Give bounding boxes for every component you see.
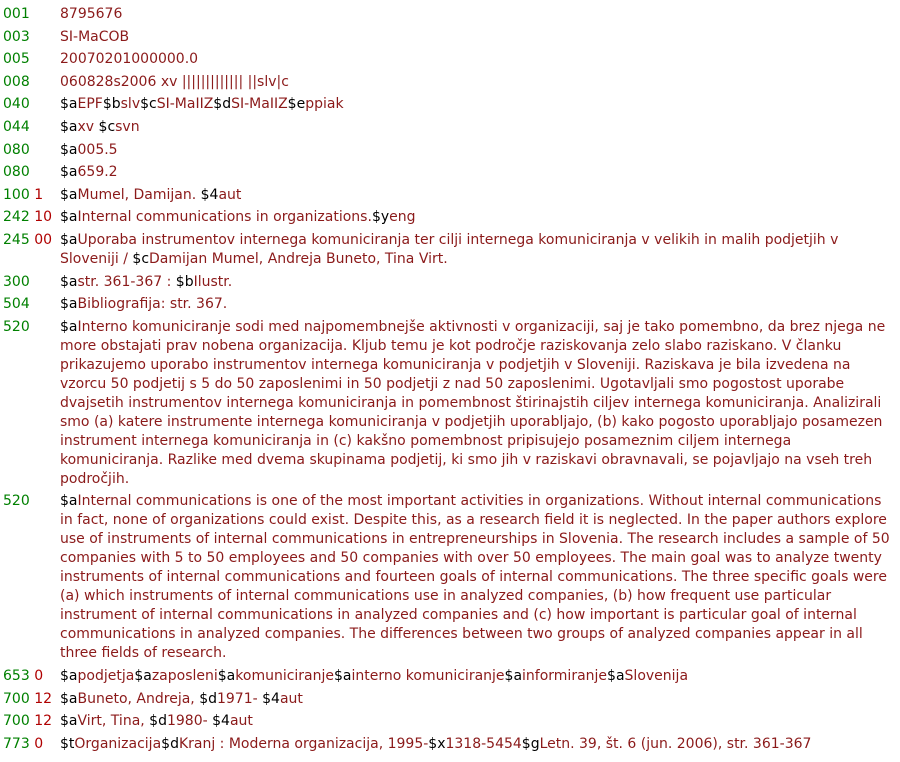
marc-field-row (0, 295, 900, 314)
subfield-code: $a (504, 667, 523, 684)
field-tag-cell (0, 73, 60, 92)
field-indicators: 0 (34, 735, 44, 752)
field-tag-cell (0, 95, 60, 114)
subfield-value: Virt, Tina, (77, 713, 150, 730)
subfield-value: Mumel, Damijan. (77, 186, 201, 203)
subfield-code: $a (60, 667, 78, 684)
field-tag: 100 (3, 186, 30, 203)
subfield-code: $a (60, 141, 78, 158)
field-tag: 080 (3, 164, 30, 181)
field-indicators: 10 (34, 209, 53, 226)
field-tag: 040 (3, 96, 30, 113)
field-tag-cell (0, 163, 60, 182)
field-content (60, 667, 896, 686)
subfield-value: aut (229, 713, 253, 730)
subfield-value: SI-MaIIZ (231, 96, 288, 113)
field-indicators: 12 (34, 690, 53, 707)
subfield-code: $a (60, 493, 78, 510)
field-content (60, 50, 896, 69)
subfield-code: $4 (262, 690, 280, 707)
field-content (60, 28, 896, 47)
field-tag: 008 (3, 73, 30, 90)
field-tag-cell (0, 318, 60, 337)
field-content (60, 141, 896, 160)
field-tag: 242 (3, 209, 30, 226)
marc-field-row (0, 141, 900, 160)
field-tag: 001 (3, 6, 30, 22)
field-tag-cell (0, 295, 60, 314)
subfield-code: $x (428, 735, 446, 752)
subfield-value: svn (115, 118, 140, 135)
subfield-value: Organizacija (74, 735, 162, 752)
field-tag-cell (0, 231, 60, 250)
field-content (60, 690, 896, 709)
subfield-code: $b (175, 273, 194, 290)
field-content (60, 5, 896, 24)
marc-field-row (0, 95, 900, 114)
subfield-code: $c (132, 250, 150, 267)
subfield-value: aut (279, 690, 303, 707)
field-tag-cell (0, 186, 60, 205)
subfield-code: $g (521, 735, 540, 752)
subfield-value: Kranj : Moderna organizacija, 1995- (178, 735, 429, 752)
subfield-value: Ilustr. (193, 273, 233, 290)
subfield-value: SI-MaIIZ (156, 96, 214, 113)
field-tag: 300 (3, 273, 30, 290)
field-content (60, 73, 896, 92)
marc-field-row (0, 163, 900, 182)
subfield-code: $a (217, 667, 236, 684)
subfield-code: $a (60, 96, 78, 113)
field-content (60, 318, 896, 489)
subfield-value: Uporaba instrumentov internega komuniciranja ter cilji internega komuniciranja v velikih in malih podjetjih v Sloveniji / (60, 231, 839, 267)
subfield-code: $a (60, 231, 78, 248)
marc-field-row (0, 735, 900, 754)
field-tag: 653 (3, 667, 30, 684)
field-content (60, 492, 896, 663)
subfield-value: 8795676 (60, 6, 123, 22)
subfield-code: $d (149, 713, 167, 730)
field-tag: 520 (3, 318, 30, 335)
marc-field-row (0, 118, 900, 137)
field-tag: 700 (3, 690, 30, 707)
subfield-code: $a (60, 713, 78, 730)
field-tag: 773 (3, 735, 30, 752)
marc-field-row (0, 186, 900, 205)
field-tag: 080 (3, 141, 30, 158)
field-content (60, 186, 896, 205)
subfield-value: aut (218, 186, 242, 203)
marc-field-row (0, 50, 900, 69)
subfield-code: $d (213, 96, 232, 113)
subfield-code: $4 (212, 713, 230, 730)
subfield-value: 659.2 (77, 164, 118, 181)
field-tag-cell (0, 690, 60, 709)
field-tag-cell (0, 50, 60, 69)
subfield-code: $t (60, 735, 75, 752)
subfield-code: $a (60, 690, 78, 707)
field-indicators: 12 (34, 713, 53, 730)
subfield-value: Bibliografija: str. 367. (77, 296, 228, 313)
subfield-value: xv (77, 118, 99, 135)
marc-field-row (0, 73, 900, 92)
subfield-value: Internal communications is one of the most important activities in organizations. Without internal communications in fact, none of organizations could exist. Despite this, as a research field it is neglected. In the paper authors explore use of instruments of internal communications in entrepreneurships in Slovenia. The research includes a sample of 50 companies with 5 to 50 employees and 50 companies with over 50 employees. The main goal was to analyze twenty instruments of internal communications and fourteen goals of internal communications. The three specific goals were (a) which instruments of internal communications use in analyzed companies, (b) how frequent use particular instrument of internal communications in analyzed companies and (c) how important is particular goal of internal communications in analyzed companies. The differences between two groups of analyzed companies appear in all three fields of research. (60, 493, 890, 662)
subfield-code: $a (60, 273, 78, 290)
marc-field-row (0, 492, 900, 663)
subfield-value: komuniciranje (235, 667, 335, 684)
field-tag-cell (0, 5, 60, 24)
marc-field-row (0, 712, 900, 731)
subfield-value: Internal communications in organizations. (77, 209, 372, 226)
subfield-value: EPF (77, 96, 103, 113)
subfield-value: 20070201000000.0 (60, 51, 199, 68)
marc-field-row (0, 690, 900, 709)
subfield-value: eng (389, 209, 416, 226)
subfield-value: slv (120, 96, 141, 113)
subfield-code: $a (134, 667, 152, 684)
subfield-code: $a (607, 667, 625, 684)
subfield-code: $a (60, 186, 78, 203)
field-content (60, 273, 896, 292)
subfield-code: $d (199, 690, 217, 707)
field-tag-cell (0, 667, 60, 686)
field-content (60, 712, 896, 731)
field-content (60, 231, 896, 269)
subfield-code: $d (161, 735, 179, 752)
subfield-value: 060828s2006 xv ||||||||||||| ||slv|c (60, 73, 289, 90)
subfield-code: $a (60, 118, 78, 135)
field-content (60, 735, 896, 754)
field-tag-cell (0, 28, 60, 47)
subfield-code: $4 (200, 186, 219, 203)
field-tag: 700 (3, 713, 30, 730)
subfield-value: 1980- (166, 713, 213, 730)
subfield-value: ppiak (305, 96, 344, 113)
subfield-code: $b (102, 96, 121, 113)
subfield-value: 1971- (216, 690, 263, 707)
field-tag: 005 (3, 51, 30, 68)
subfield-code: $y (371, 209, 390, 226)
subfield-code: $e (287, 96, 306, 113)
field-tag: 003 (3, 28, 30, 45)
subfield-value: Slovenija (624, 667, 689, 684)
subfield-value: informiranje (522, 667, 608, 684)
subfield-value: str. 361-367 : (77, 273, 176, 290)
marc-field-row (0, 318, 900, 489)
field-tag-cell (0, 735, 60, 754)
subfield-value: 005.5 (77, 141, 118, 158)
subfield-value: interno komuniciranje (351, 667, 505, 684)
field-tag-cell (0, 712, 60, 731)
marc-field-row (0, 667, 900, 686)
field-content (60, 118, 896, 137)
subfield-code: $a (334, 667, 352, 684)
field-indicators: 1 (34, 186, 44, 203)
field-tag: 044 (3, 118, 30, 135)
field-tag: 520 (3, 493, 30, 510)
subfield-value: Letn. 39, št. 6 (jun. 2006), str. 361-367 (539, 735, 812, 752)
subfield-value: SI-MaCOB (60, 28, 130, 45)
field-tag-cell (0, 208, 60, 227)
marc-field-row (0, 28, 900, 47)
marc-field-row (0, 231, 900, 269)
subfield-value: 1318-5454 (445, 735, 522, 752)
subfield-value: zaposleni (151, 667, 218, 684)
subfield-code: $a (60, 209, 78, 226)
field-indicators: 00 (34, 231, 53, 248)
subfield-code: $a (60, 296, 78, 313)
field-tag-cell (0, 273, 60, 292)
subfield-value: podjetja (77, 667, 135, 684)
subfield-value: Interno komuniciranje sodi med najpomembnejše aktivnosti v organizaciji, saj je tako pomembno, da brez njega ne more obstajati prav nobena organizacija. Kljub temu je kot področje raziskovanja zelo slabo raziskano. V članku prikazujemo uporabo instrumentov internega komuniciranja v podjetjih v Sloveniji. Raziskava je bila izvedena na vzorcu 50 podjetij s 5 do 50 zaposlenimi in 50 podjetji z nad 50 zaposlenimi. Ugotavljali smo pogostost uporabe dvajsetih instrumentov internega komuniciranja in pomembnost štirinajstih ciljev internega komuniciranja. Analizirali smo (a) katere instrumente internega komuniciranja v podjetjih uporabljajo, (b) kako pogosto uporabljajo posamezen instrument internega komuniciranja in (c) kakšno pomembnost pripisujejo posameznim ciljem internega komuniciranja. Razlike med dvema skupinama podjetij, ki smo jih v raziskavi obravnavali, se pojavljajo na vseh treh področjih. (60, 318, 886, 487)
field-content (60, 208, 896, 227)
marc-field-row (0, 208, 900, 227)
subfield-value: Damijan Mumel, Andreja Buneto, Tina Virt. (149, 250, 448, 267)
subfield-code: $c (98, 118, 116, 135)
field-tag: 504 (3, 296, 30, 313)
marc-field-row (0, 5, 900, 24)
marc-field-row (0, 273, 900, 292)
field-tag-cell (0, 492, 60, 511)
field-indicators: 0 (34, 667, 44, 684)
field-content (60, 295, 896, 314)
subfield-code: $a (60, 164, 78, 181)
field-content (60, 95, 896, 114)
field-tag-cell (0, 141, 60, 160)
subfield-value: Buneto, Andreja, (77, 690, 200, 707)
subfield-code: $a (60, 318, 78, 335)
field-tag-cell (0, 118, 60, 137)
field-tag: 245 (3, 231, 30, 248)
field-content (60, 163, 896, 182)
subfield-code: $c (140, 96, 157, 113)
